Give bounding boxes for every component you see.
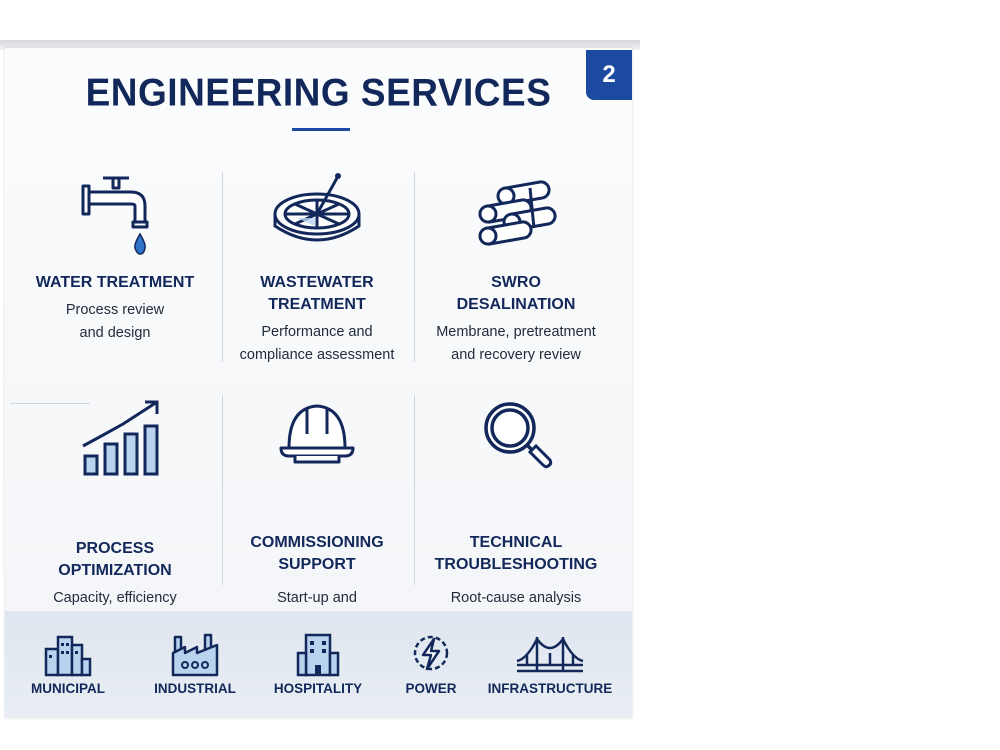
hotel-building-icon	[288, 631, 348, 677]
city-buildings-icon	[38, 631, 98, 677]
sector-label: INDUSTRIAL	[154, 681, 236, 696]
bridge-icon	[515, 631, 585, 677]
service-name: SUPPORT	[278, 556, 356, 573]
sector-hospitality	[270, 611, 366, 718]
sector-label: POWER	[405, 681, 457, 696]
hard-hat-icon	[267, 398, 367, 488]
service-name: DESALINATION	[456, 296, 576, 313]
sector-industrial	[150, 611, 240, 718]
page-title: ENGINEERING SERVICES	[85, 70, 552, 114]
sector-label: MUNICIPAL	[31, 681, 105, 696]
service-description: Start-up and	[277, 590, 357, 606]
clarifier-icon	[267, 168, 367, 258]
service-name: TROUBLESHOOTING	[434, 556, 598, 573]
sector-power	[401, 611, 461, 718]
service-description: and design	[79, 325, 151, 341]
service-description: Process review	[65, 302, 165, 318]
service-description: Capacity, efficiency	[53, 590, 177, 606]
service-description: Performance and	[261, 324, 373, 340]
service-name: WASTEWATER	[260, 274, 374, 291]
faucet-icon	[65, 168, 165, 258]
service-name: TECHNICAL	[469, 534, 563, 551]
sectors-bar	[5, 611, 632, 718]
service-name: PROCESS	[75, 540, 155, 557]
service-name: SWRO	[491, 274, 541, 291]
title-underline	[292, 128, 350, 131]
power-bolt-icon	[401, 631, 461, 677]
page-number-badge: 2	[586, 50, 632, 100]
sector-label: INFRASTRUCTURE	[487, 681, 613, 696]
magnifier-icon	[466, 398, 566, 488]
service-name: WATER TREATMENT	[35, 274, 195, 291]
service-name: COMMISSIONING	[250, 534, 384, 551]
factory-icon	[165, 631, 225, 677]
sector-municipal	[25, 611, 111, 718]
membrane-vessels-icon	[466, 168, 566, 258]
sector-infrastructure	[487, 611, 613, 718]
sector-label: HOSPITALITY	[273, 681, 363, 696]
service-description: and recovery review	[451, 347, 581, 363]
service-name: OPTIMIZATION	[58, 562, 172, 579]
services-card	[5, 48, 632, 718]
growth-chart-icon	[65, 398, 165, 488]
service-description: compliance assessment	[239, 347, 395, 363]
service-description: Membrane, pretreatment	[436, 324, 596, 340]
service-name: TREATMENT	[268, 296, 366, 313]
service-description: Root-cause analysis	[450, 590, 582, 606]
